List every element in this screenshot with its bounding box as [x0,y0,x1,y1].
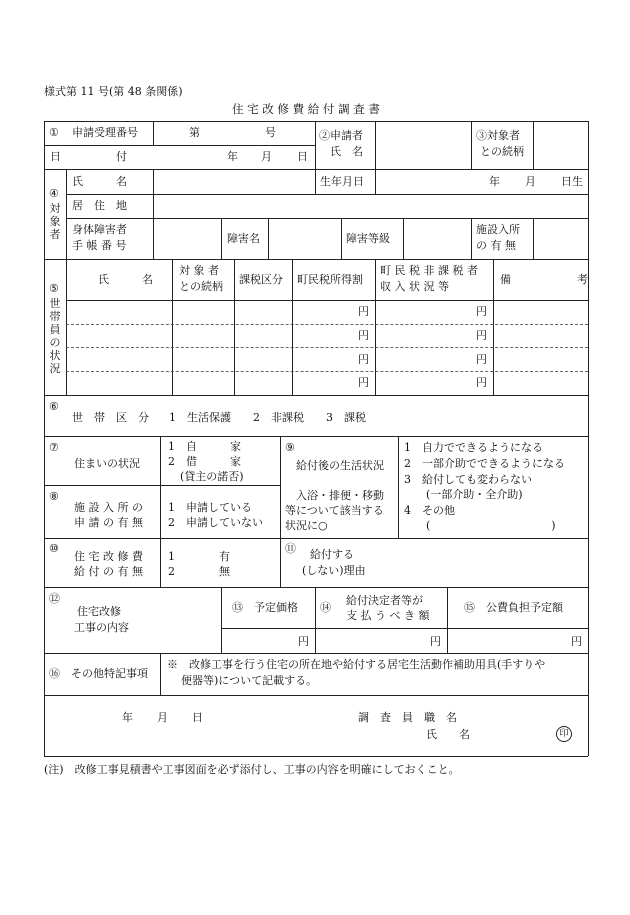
form-number: 様式第 11 号(第 48 条関係) [44,85,183,98]
col-divider [221,218,222,259]
col-divider [375,121,376,169]
section-6-number: ⑥ [49,400,59,413]
disability-handbook-label-2: 手 帳 番 号 [72,239,127,252]
special-notes-text-2: 便器等)について記載する。 [181,674,318,687]
post-benefit-option-4-paren: ( ) [426,519,556,532]
yen-unit: 円 [430,635,441,648]
col-divider [221,587,222,653]
application-number-label: 申請受理番号 [72,126,138,139]
yen-unit: 円 [298,635,309,648]
section-7-number: ⑦ [49,441,59,454]
estimated-price-label: ⑬ 予定価格 [232,601,298,614]
row-divider [44,145,315,146]
col-divider [533,121,534,169]
col-divider [292,259,293,395]
table-border-right [588,121,589,756]
applicant-name-label: 氏 名 [330,145,363,158]
post-benefit-note-1: 入浴・排便・移動 [296,489,384,502]
tax-category-header: 課税区分 [239,273,283,286]
facility-application-label-1: 施 設 入 所 の [74,501,143,514]
col-divider [66,169,67,259]
birth-month-label: 月 [525,175,536,188]
col-divider [66,259,67,395]
post-benefit-note-3: 状況に○ [285,519,328,532]
yen-unit: 円 [476,353,487,366]
subject-name-label: 氏 名 [72,175,127,188]
col-divider [172,259,173,395]
renovation-content-label-1: 住宅改修 [77,605,121,618]
seal-mark: 印 [556,726,572,742]
address-label: 居 住 地 [72,199,127,212]
section-1-number: ① [49,126,59,139]
yen-unit: 円 [476,305,487,318]
col-divider [315,587,316,653]
nontaxable-header-2: 収 入 状 況 等 [380,280,449,293]
table-border-top [44,121,588,122]
facility-label-1: 施設入所 [476,223,520,236]
table-border-left [44,121,45,756]
applicant-label: ②申請者 [319,129,363,142]
form-title: 住 宅 改 修 費 給 付 調 査 書 [232,102,380,116]
section-9-number: ⑨ [285,441,295,454]
birthdate-label: 生年月日 [320,175,364,188]
payable-amount-label-2: 支 払 う べ き 額 [346,609,430,622]
col-divider [398,436,399,538]
row-divider [44,259,588,260]
housing-status-label: 住まいの状況 [74,457,140,470]
col-divider [493,259,494,395]
dashed-row-divider [66,347,588,348]
year-label: 年 [227,150,238,163]
footnote: (注) 改修工事見積書や工事図面を必ず添付し、工事の内容を明確にしておくこと。 [44,763,460,776]
post-benefit-status-label: 給付後の生活状況 [296,459,384,472]
facility-option-yes: 1 申請している [168,501,252,514]
birth-day-label: 日生 [561,175,583,188]
yen-unit: 円 [476,376,487,389]
table-border-bottom [44,756,588,757]
yen-unit: 円 [358,305,369,318]
remarks-header: 備 考 [500,273,588,286]
facility-option-no: 2 申請していない [168,516,263,529]
row-divider [44,538,588,539]
row-divider [44,695,588,696]
landlord-consent-note: (貸主の諾否) [180,470,244,483]
income-tax-header: 町民税所得割 [297,273,363,286]
facility-application-label-2: 申 請 の 有 無 [74,516,143,529]
household-relationship-header-1: 対 象 者 [179,264,219,277]
household-category-options: 1 生活保護 2 非課税 3 課税 [169,411,366,424]
dai-label: 第 [189,126,200,139]
yen-unit: 円 [571,635,582,648]
col-divider [341,218,342,259]
post-benefit-note-2: 等について該当する [285,504,384,517]
col-divider [375,169,376,194]
dashed-row-divider [66,324,588,325]
col-divider [447,587,448,653]
section-16-number: ⑯ [49,667,60,680]
renovation-benefit-label-2: 給 付 の 有 無 [74,565,143,578]
dashed-row-divider [66,371,588,372]
section-5-number: ⑤ [49,282,59,295]
section-8-number: ⑧ [49,490,59,503]
payable-amount-label-1: 給付決定者等が [346,594,423,607]
row-divider [66,300,588,301]
public-expense-label: ⑮ 公費負担予定額 [464,601,563,614]
section-12-number: ⑫ [49,592,60,605]
benefit-reason-label-2: (しない)理由 [302,564,366,577]
col-divider [153,121,154,145]
facility-label-2: の 有 無 [476,239,516,252]
section-14-number: ⑭ [320,601,331,614]
month-label: 月 [261,150,272,163]
row-divider [44,485,280,486]
col-divider [268,218,269,259]
birth-year-label: 年 [489,175,500,188]
household-category-label: 世 帯 区 分 [72,411,149,424]
renovation-benefit-option-yes: 1 有 [168,550,230,563]
subject-relationship-label-2: との続柄 [480,145,524,158]
date-label: 日 付 [50,150,127,163]
row-divider [44,436,588,437]
housing-option-own: 1 自 家 [168,440,241,453]
section-4-number: ④ [49,187,59,200]
row-divider [66,194,588,195]
row-divider [66,218,588,219]
row-divider [221,628,588,629]
col-divider [160,436,161,538]
household-name-header: 氏 名 [98,273,153,286]
col-divider [160,653,161,695]
post-benefit-option-3-note: (一部介助・全介助) [426,488,523,501]
renovation-benefit-label-1: 住 宅 改 修 費 [74,550,143,563]
post-benefit-option-4: 4 その他 [404,504,455,517]
col-divider [315,169,316,194]
disability-handbook-label-1: 身体障害者 [72,223,127,236]
renovation-benefit-option-no: 2 無 [168,565,230,578]
col-divider [160,538,161,587]
day-label: 日 [297,150,308,163]
subject-relationship-label-1: ③対象者 [476,129,520,142]
renovation-content-label-2: 工事の内容 [74,621,129,634]
yen-unit: 円 [476,329,487,342]
special-notes-text-1: ※ 改修工事を行う住宅の所在地や給付する居宅生活動作補助用具(手すりや [167,658,546,671]
go-label: 号 [265,126,276,139]
housing-option-rent: 2 借 家 [168,455,241,468]
post-benefit-option-2: 2 一部介助でできるようになる [404,457,565,470]
col-divider [375,259,376,395]
household-side-label: 世帯員の状況 [49,297,61,375]
section-10-number: ⑩ [49,542,59,555]
yen-unit: 円 [358,353,369,366]
row-divider [44,169,588,170]
post-benefit-option-3: 3 給付しても変わらない [404,473,532,486]
disability-grade-label: 障害等級 [346,232,390,245]
survey-year-label: 年 [122,711,133,724]
investigator-title-label: 調 査 員 職 名 [358,711,457,724]
row-divider [44,653,588,654]
col-divider [403,218,404,259]
col-divider [471,218,472,259]
household-relationship-header-2: との続柄 [179,280,223,293]
post-benefit-option-1: 1 自力でできるようになる [404,441,543,454]
col-divider [153,169,154,259]
col-divider [280,436,281,587]
yen-unit: 円 [358,329,369,342]
col-divider [471,121,472,169]
special-notes-label: その他特記事項 [71,667,148,680]
section-11-number: ⑪ [285,542,296,555]
col-divider [533,218,534,259]
col-divider [234,259,235,395]
subject-side-label: 対象者 [49,202,61,241]
investigator-name-label: 氏 名 [426,728,470,741]
nontaxable-header-1: 町 民 税 非 課 税 者 [380,264,478,277]
col-divider [315,121,316,169]
benefit-reason-label-1: 給付する [310,548,354,561]
disability-name-label: 障害名 [227,232,260,245]
survey-day-label: 日 [192,711,203,724]
survey-month-label: 月 [157,711,168,724]
row-divider [44,395,588,396]
row-divider [44,587,588,588]
yen-unit: 円 [358,376,369,389]
